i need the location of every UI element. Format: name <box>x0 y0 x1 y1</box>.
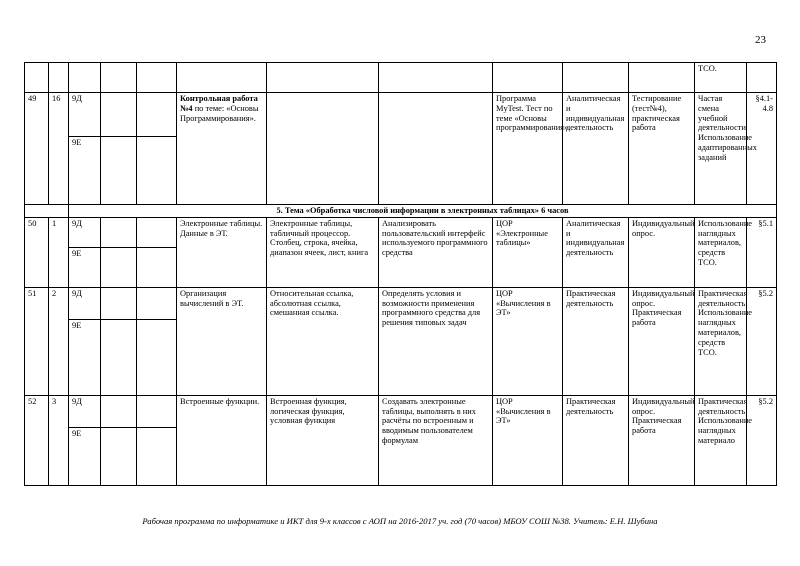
resources-cell: ЦОР «Вычисления в ЭТ» <box>493 287 563 395</box>
resources-cell: Программа MyTest. Тест по теме «Основы программирования». <box>493 93 563 205</box>
class-cell: 9Д <box>69 217 101 247</box>
continuation-row <box>25 63 777 93</box>
uud-cell: Аналитическая и индивидуальная деятельность <box>563 217 629 287</box>
class-cell: 9Е <box>69 137 101 205</box>
uud-cell: Практическая деятельность <box>563 395 629 485</box>
uud-cell: Практическая деятельность <box>563 287 629 395</box>
note-cell: Практическая деятельность Использование наглядных материалов, средств ТСО. <box>695 287 747 395</box>
topic-lesson-number: 2 <box>49 287 69 395</box>
control-cell: Индивидуальный опрос. <box>629 217 695 287</box>
table-row <box>25 395 777 427</box>
control-cell: Тестирование (тест№4), практическая работа <box>629 93 695 205</box>
content-cell: Встроенная функция, логическая функция, условная функция <box>267 395 379 485</box>
activity-cell: Создавать электронные таблицы, выполнять в них расчёты по встроенным и вводимым пользователем формулам <box>379 395 493 485</box>
uud-cell: Аналитическая и индивидуальная деятельность <box>563 93 629 205</box>
control-cell: Индивидуальный опрос. Практическая работа <box>629 395 695 485</box>
topic-bold: Контрольная работа №4 <box>180 94 258 113</box>
topic-cell: Организация вычислений в ЭТ. <box>177 287 267 395</box>
lesson-number: 51 <box>25 287 49 395</box>
page-footer: Рабочая программа по информатике и ИКТ для 9-х классов с АОП на 2016-2017 уч. год (70 часов) МБОУ СОШ №38. Учитель: Е.Н. Шубина <box>142 516 658 526</box>
note-cell: Практическая деятельность Использование наглядных материало <box>695 395 747 485</box>
note-cell: ТСО. <box>695 63 747 93</box>
section-title: 5. Тема «Обработка числовой информации в электронных таблицах» 6 часов <box>69 205 777 218</box>
lesson-plan-table <box>24 62 777 486</box>
topic-rest: по теме: «Основы Программирования». <box>180 103 259 123</box>
note-cell: Частая смена учебной деятельности Использование адаптированных заданий <box>695 93 747 205</box>
table-row <box>25 287 777 319</box>
resources-cell: ЦОР «Вычисления в ЭТ» <box>493 395 563 485</box>
resources-cell: ЦОР «Электронные таблицы» <box>493 217 563 287</box>
topic-lesson-number: 3 <box>49 395 69 485</box>
activity-cell: Анализировать пользовательский интерфейс используемого программного средства <box>379 217 493 287</box>
page-number: 23 <box>755 34 766 46</box>
class-cell: 9Е <box>69 319 101 395</box>
activity-cell: Определять условия и возможности применения программного средства для решения типовых задач <box>379 287 493 395</box>
homework-cell: §5.1 <box>747 217 777 287</box>
lesson-number: 52 <box>25 395 49 485</box>
activity-cell <box>379 93 493 205</box>
topic-cell: Электронные таблицы. Данные в ЭТ. <box>177 217 267 287</box>
control-cell: Индивидуальный опрос. Практическая работа <box>629 287 695 395</box>
content-cell <box>267 93 379 205</box>
topic-lesson-number: 16 <box>49 93 69 205</box>
class-cell: 9Д <box>69 395 101 427</box>
section-row <box>25 205 777 218</box>
class-cell: 9Е <box>69 427 101 485</box>
lesson-number: 50 <box>25 217 49 287</box>
homework-cell: §5.2 <box>747 287 777 395</box>
content-cell: Относительная ссылка, абсолютная ссылка, смешанная ссылка. <box>267 287 379 395</box>
class-cell: 9Е <box>69 247 101 287</box>
content-cell: Электронные таблицы, табличный процессор. Столбец, строка, ячейка, диапазон ячеек, лист, книга <box>267 217 379 287</box>
topic-cell <box>177 93 267 205</box>
class-cell: 9Д <box>69 93 101 137</box>
topic-lesson-number: 1 <box>49 217 69 287</box>
table-row <box>25 217 777 247</box>
lesson-number: 49 <box>25 93 49 205</box>
note-cell: Использование наглядных материалов, средств ТСО. <box>695 217 747 287</box>
table-row <box>25 93 777 137</box>
class-cell: 9Д <box>69 287 101 319</box>
homework-cell: §5.2 <box>747 395 777 485</box>
homework-cell: §4.1-4.8 <box>747 93 777 205</box>
topic-cell: Встроенные функции. <box>177 395 267 485</box>
